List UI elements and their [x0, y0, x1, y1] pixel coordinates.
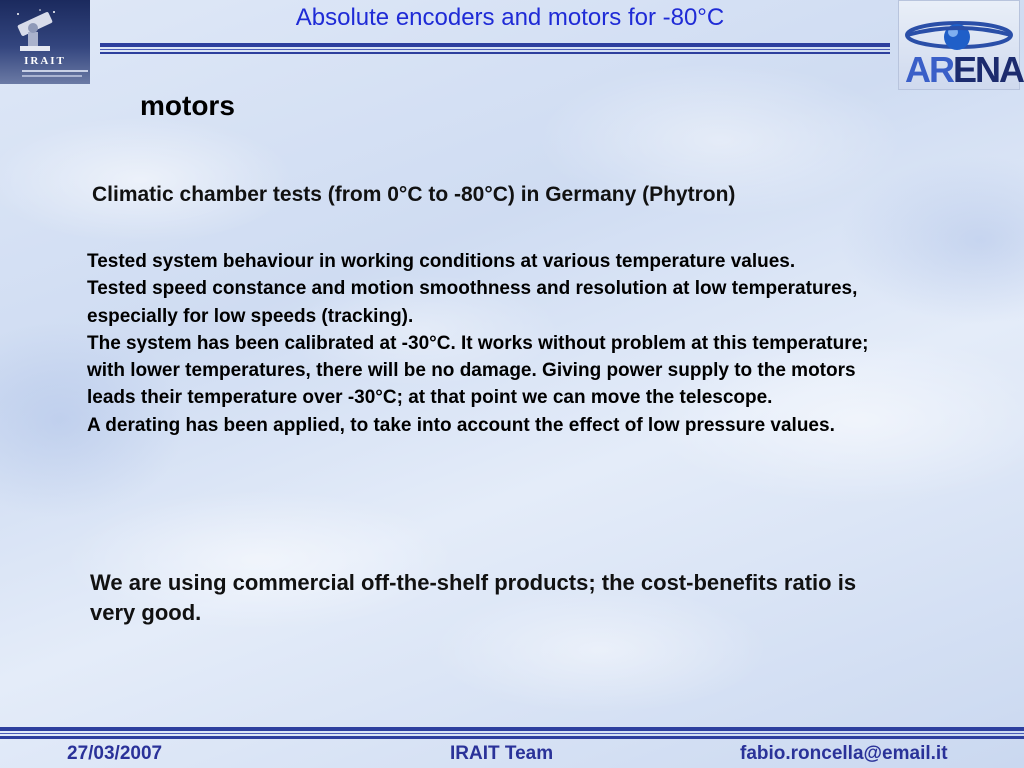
footer-email: fabio.roncella@email.it: [740, 743, 948, 764]
slide-title: Absolute encoders and motors for -80°C: [295, 4, 725, 31]
footer: [0, 741, 1024, 768]
paragraph: Tested system behaviour in working conditions at various temperature values.: [87, 251, 796, 272]
footer-rule: [0, 727, 1024, 741]
closing-statement: We are using commercial off-the-shelf products; the cost-benefits ratio is very good.: [90, 570, 857, 625]
irait-telescope-logo-icon: [10, 6, 62, 52]
title-underline: [100, 43, 890, 54]
irait-logo: [0, 0, 90, 84]
section-heading: motors: [140, 90, 235, 121]
paragraph: Tested speed constance and motion smoothness and resolution at low temperatures, especially for low speeds (tracking).: [87, 278, 858, 327]
subheading: Climatic chamber tests (from 0°C to -80°C) in Germany (Phytron): [92, 183, 736, 206]
arena-logo: [898, 0, 1024, 90]
paragraph: The system has been calibrated at -30°C. It works without problem at this temperature; with lower temperatures, there will be no damage. Giving power supply to the motors leads their temperature over -30°C; at that point we can move the telescope.: [87, 332, 869, 409]
footer-team: IRAIT Team: [450, 743, 554, 764]
body-text: [87, 248, 887, 439]
irait-logo-stripe: [22, 70, 88, 72]
arena-logo-text: ARENA: [905, 49, 1024, 90]
irait-logo-stripe: [22, 75, 82, 77]
footer-date: 27/03/2007: [67, 743, 163, 764]
paragraph: A derating has been applied, to take into account the effect of low pressure values.: [87, 414, 835, 436]
irait-logo-text: IRAIT: [24, 55, 66, 67]
